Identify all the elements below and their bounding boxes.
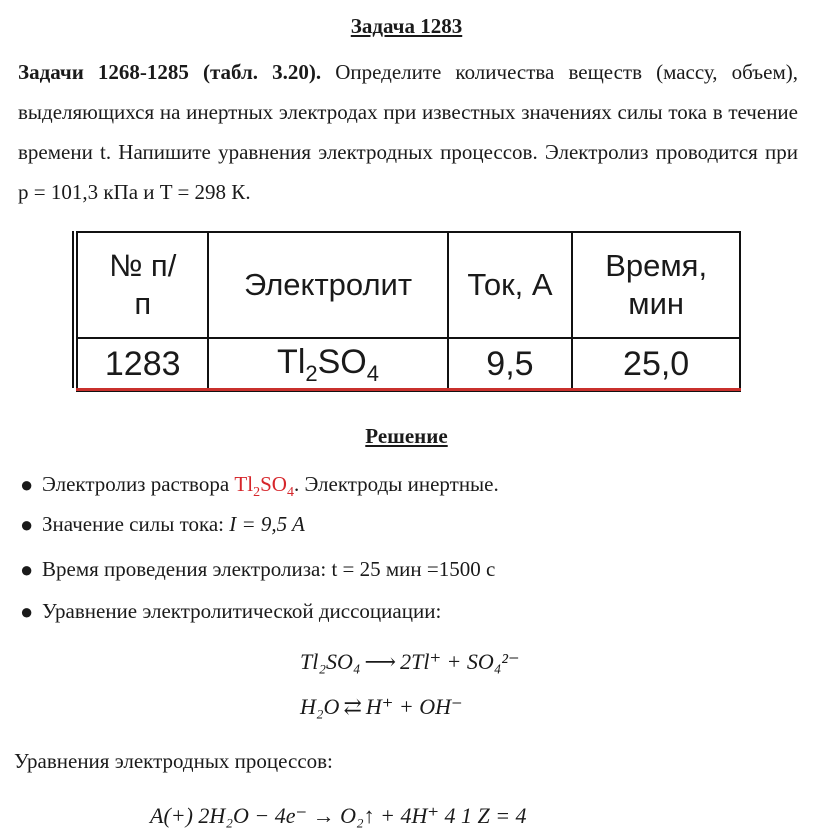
anode-equation-partial: A(+) 2H₂O − 4e⁻ → O₂↑ + 4H⁺ 4 1 Z = 4 [150, 803, 527, 828]
bullet-icon: ● [20, 599, 34, 624]
bullet-icon: ● [20, 472, 34, 497]
list-item: ● Электролиз раствора $Tl_2SO_4$. Электроды инертные. [20, 472, 499, 501]
data-table [76, 231, 741, 392]
table-underline [76, 388, 741, 391]
dissociation-equation-1: Tl₂SO₄ ⟶ 2Tl⁺ + SO₄²⁻ [300, 649, 520, 674]
right-arrow-icon: ⟶ [364, 649, 397, 674]
cell-electrolyte: $Tl_2SO_4$ [208, 338, 447, 391]
table-header-row [77, 232, 740, 338]
dissociation-equation-2: H₂O ⇄ H⁺ + OH⁻ [300, 694, 463, 719]
table-row [77, 338, 740, 391]
task-intro [18, 52, 798, 212]
cell-current: 9,5 [448, 338, 573, 391]
given-list [18, 472, 499, 639]
equilibrium-arrow-icon: ⇄ [343, 694, 362, 719]
cell-number: 1283 [77, 338, 208, 391]
task-range: Задачи 1268-1285 (табл. 3.20). [18, 60, 322, 84]
header-current: Ток, А [448, 232, 573, 338]
list-item: ● Уравнение электролитической диссоциации: [20, 599, 442, 624]
list-item: ● Время проведения электролиза: t = 25 мин =1500 с [20, 557, 496, 582]
cell-time: 25,0 [572, 338, 740, 391]
task-description: Определите количества веществ (массу, объем), выделяющихся на инертных электродах при известных значениях силы тока в течение времени t. Напишите уравнения электродных процессов. Электролиз проводится при p = 101,3 кПа и T = 298 К. [18, 60, 798, 204]
time-value: t = 25 мин =1500 с [331, 557, 496, 581]
task-title: Задача 1283 [350, 14, 463, 38]
list-item: ● Значение силы тока: I = 9,5 A [20, 512, 305, 537]
header-number: № п/п [77, 232, 208, 338]
electrode-processes-heading: Уравнения электродных процессов: [14, 749, 333, 773]
bullet-icon: ● [20, 512, 34, 537]
electrolyte-formula: $Tl_2SO_4$ [234, 472, 294, 501]
solution-title: Решение [365, 424, 448, 448]
table-left-border [72, 231, 74, 388]
bullet-icon: ● [20, 557, 34, 582]
current-value: I = 9,5 A [229, 512, 305, 536]
header-time: Время, мин [572, 232, 740, 338]
header-electrolyte: Электролит [208, 232, 447, 338]
